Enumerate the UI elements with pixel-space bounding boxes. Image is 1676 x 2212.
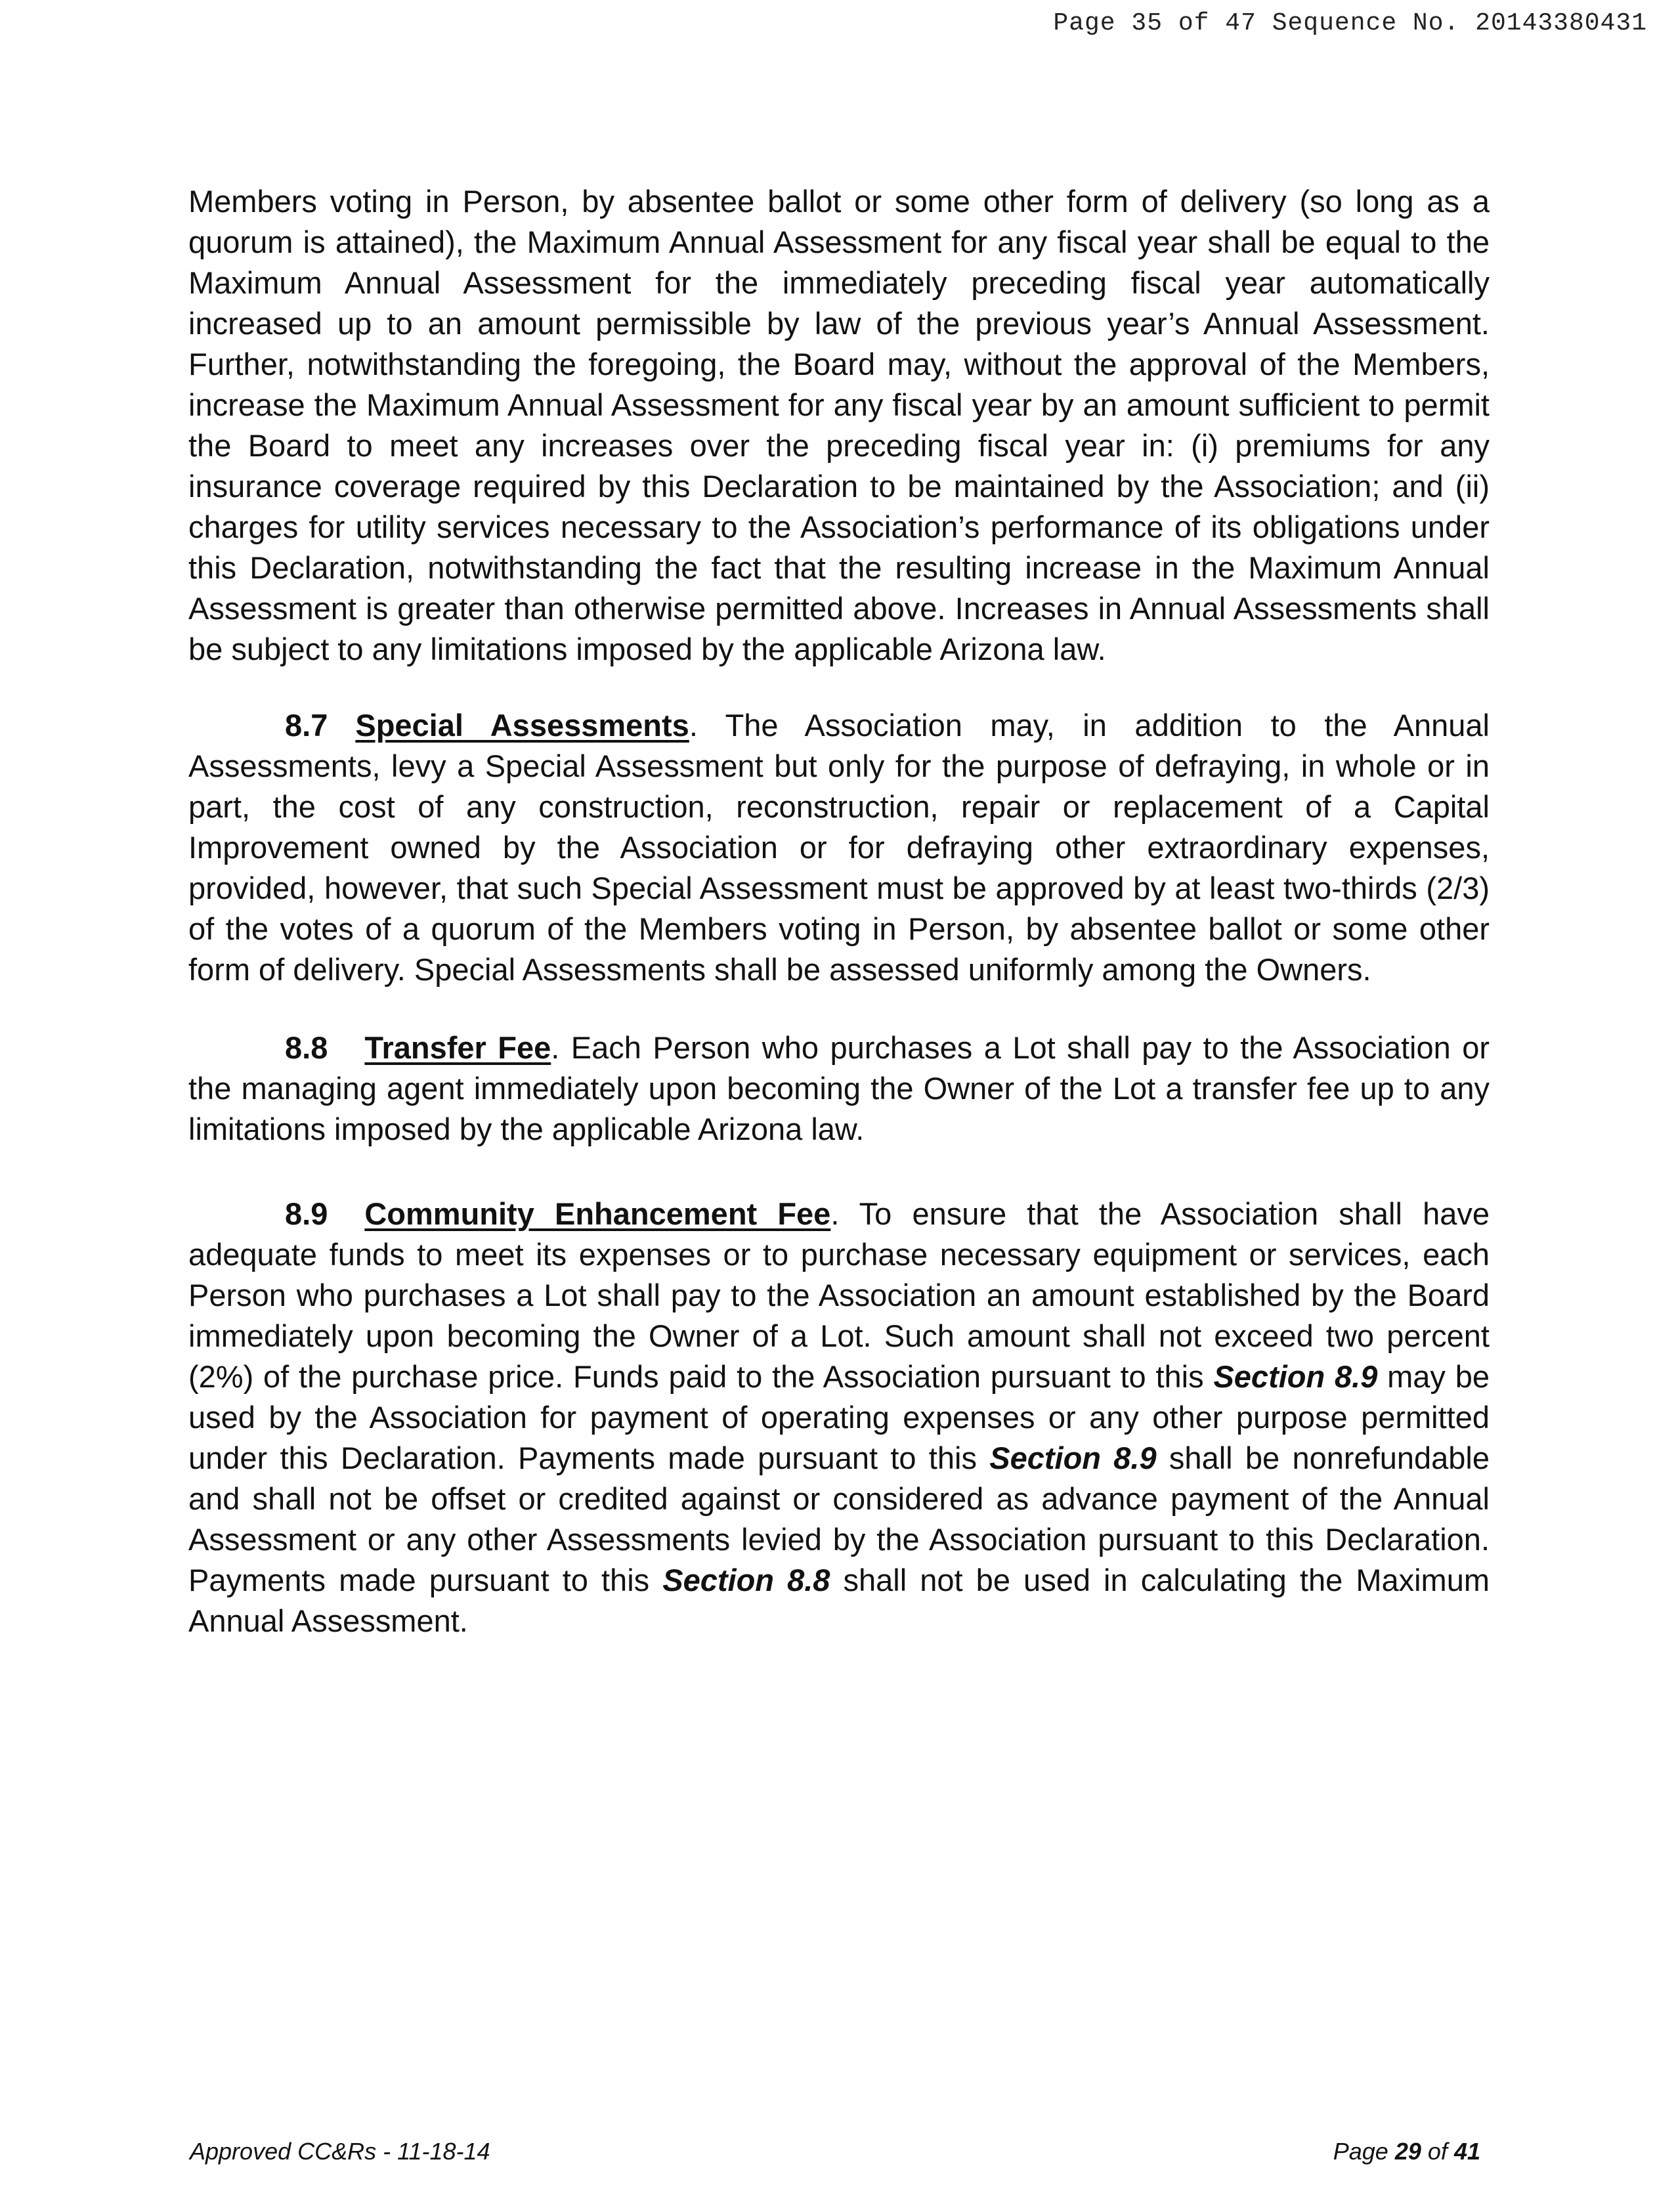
footer-page-label: Page (1333, 2138, 1388, 2165)
stamp-page-total: 47 (1225, 9, 1257, 37)
section-number: 8.8 (285, 1030, 328, 1065)
section-8-8 (188, 1028, 1490, 1150)
section-body: . The Association may, in addition to the Annual Assessments, levy a Special Assessment but only for the purpose of defraying, in whole or in part, the cost of any construction, reconstruction, repair or replacement of a Capital Improvement owned by the Association or for defraying other extraordinary expenses, provided, however, that such Special Assessment must be approved by at least two-thirds (2/3) of the votes of a quorum of the Members voting in Person, by absentee ballot or some other form of delivery. Special Assessments shall be assessed uniformly among the Owners. (188, 708, 1490, 987)
continued-paragraph (188, 181, 1490, 670)
continued-paragraph-text: Members voting in Person, by absentee ballot or some other form of delivery (so long as a quorum is attained), the Maximum Annual Assessment for any fiscal year shall be equal to the Maximum Annual Assessment for the immediately preceding fiscal year automatically increased up to an amount permissible by law of the previous year’s Annual Assessment. Further, notwithstanding the foregoing, the Board may, without the approval of the Members, increase the Maximum Annual Assessment for any fiscal year by an amount sufficient to permit the Board to meet any increases over the preceding fiscal year in: (i) premiums for any insurance coverage required by this Declaration to be maintained by the Association; and (ii) charges for utility services necessary to the Association’s performance of its obligations under this Declaration, notwithstanding the fact that the resulting increase in the Maximum Annual Assessment is greater than otherwise permitted above. Increases in Annual Assessments shall be subject to any limitations imposed by the applicable Arizona law. (188, 184, 1490, 666)
section-reference: Section 8.9 (989, 1441, 1157, 1475)
section-body-part: may be used by the Association for payment of operating expenses or any other purpose permitted under this Declaration. Payments made pursuant to this (188, 1359, 1490, 1475)
stamp-page-of: of (1178, 9, 1210, 37)
section-number: 8.9 (285, 1196, 328, 1231)
stamp-sequence-label: Sequence No. (1272, 9, 1460, 37)
section-body: . Each Person who purchases a Lot shall pay to the Association or the managing agent immediately upon becoming the Owner of the Lot a transfer fee up to any limitations imposed by the applicable Arizona law. (188, 1030, 1490, 1146)
section-reference: Section 8.9 (1213, 1359, 1378, 1394)
footer-page-of: of (1427, 2138, 1448, 2165)
footer-page-number (1333, 2138, 1480, 2165)
section-reference: Section 8.8 (662, 1563, 830, 1597)
section-number: 8.7 (285, 708, 328, 743)
section-body-part: shall be nonrefundable and shall not be offset or credited against or considered as advance payment of the Annual Assessment or any other Assessments levied by the Association pursuant to this Declaration. Payments made pursuant to this (188, 1441, 1490, 1597)
section-8-7 (188, 705, 1490, 990)
footer-page-total: 41 (1453, 2138, 1480, 2165)
section-body-part: . To ensure that the Association shall have adequate funds to meet its expenses or to purchase necessary equipment or services, each Person who purchases a Lot shall pay to the Association an amount established by the Board immediately upon becoming the Owner of a Lot. Such amount shall not exceed two percent (2%) of the purchase price. Funds paid to the Association pursuant to this (188, 1196, 1490, 1394)
footer-document-label: Approved CC&Rs - 11-18-14 (190, 2138, 490, 2165)
section-title: Community Enhancement Fee (364, 1196, 831, 1231)
section-body-part: shall not be used in calculating the Maximum Annual Assessment. (188, 1563, 1490, 1638)
section-title: Transfer Fee (364, 1030, 551, 1065)
stamp-sequence-number: 20143380431 (1475, 9, 1647, 37)
footer-page-current: 29 (1394, 2138, 1421, 2165)
sequence-stamp (1053, 9, 1647, 37)
section-title: Special Assessments (355, 708, 689, 743)
stamp-page-label: Page (1053, 9, 1116, 37)
section-8-9 (188, 1194, 1490, 1641)
stamp-page-current: 35 (1131, 9, 1163, 37)
